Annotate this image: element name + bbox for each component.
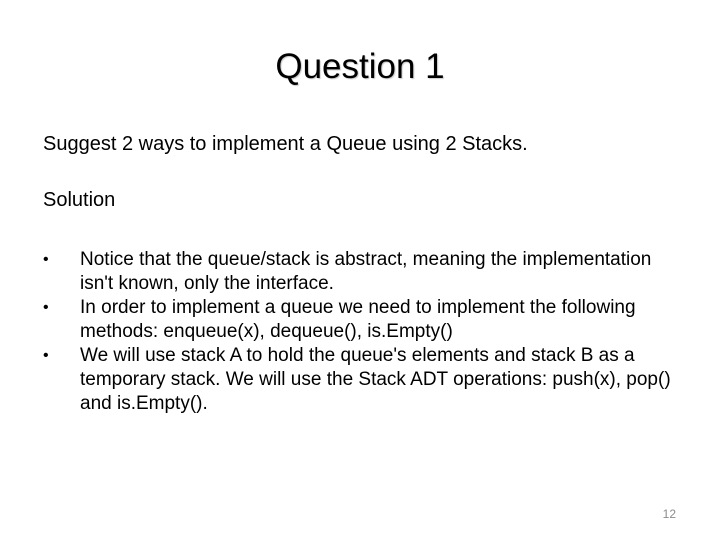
- bullet-icon: •: [43, 299, 49, 316]
- bullet-item: [43, 296, 683, 344]
- bullet-icon: •: [43, 347, 49, 364]
- bullet-text: We will use stack A to hold the queue's elements and stack B as a temporary stack. We will use the Stack ADT operations: push(x), pop() and is.Empty().: [80, 345, 671, 414]
- solution-bullet-list: [43, 248, 683, 416]
- bullet-item: [43, 248, 683, 296]
- bullet-item: [43, 344, 683, 416]
- solution-heading: Solution: [43, 189, 116, 211]
- bullet-text: In order to implement a queue we need to implement the following methods: enqueue(x), dequeue(), is.Empty(): [80, 297, 636, 342]
- slide-title: Question 1: [275, 47, 445, 86]
- bullet-icon: •: [43, 251, 49, 268]
- bullet-text: Notice that the queue/stack is abstract, meaning the implementation isn't known, only the interface.: [80, 249, 652, 294]
- question-text: Suggest 2 ways to implement a Queue using 2 Stacks.: [43, 133, 528, 155]
- page-number: 12: [662, 507, 676, 521]
